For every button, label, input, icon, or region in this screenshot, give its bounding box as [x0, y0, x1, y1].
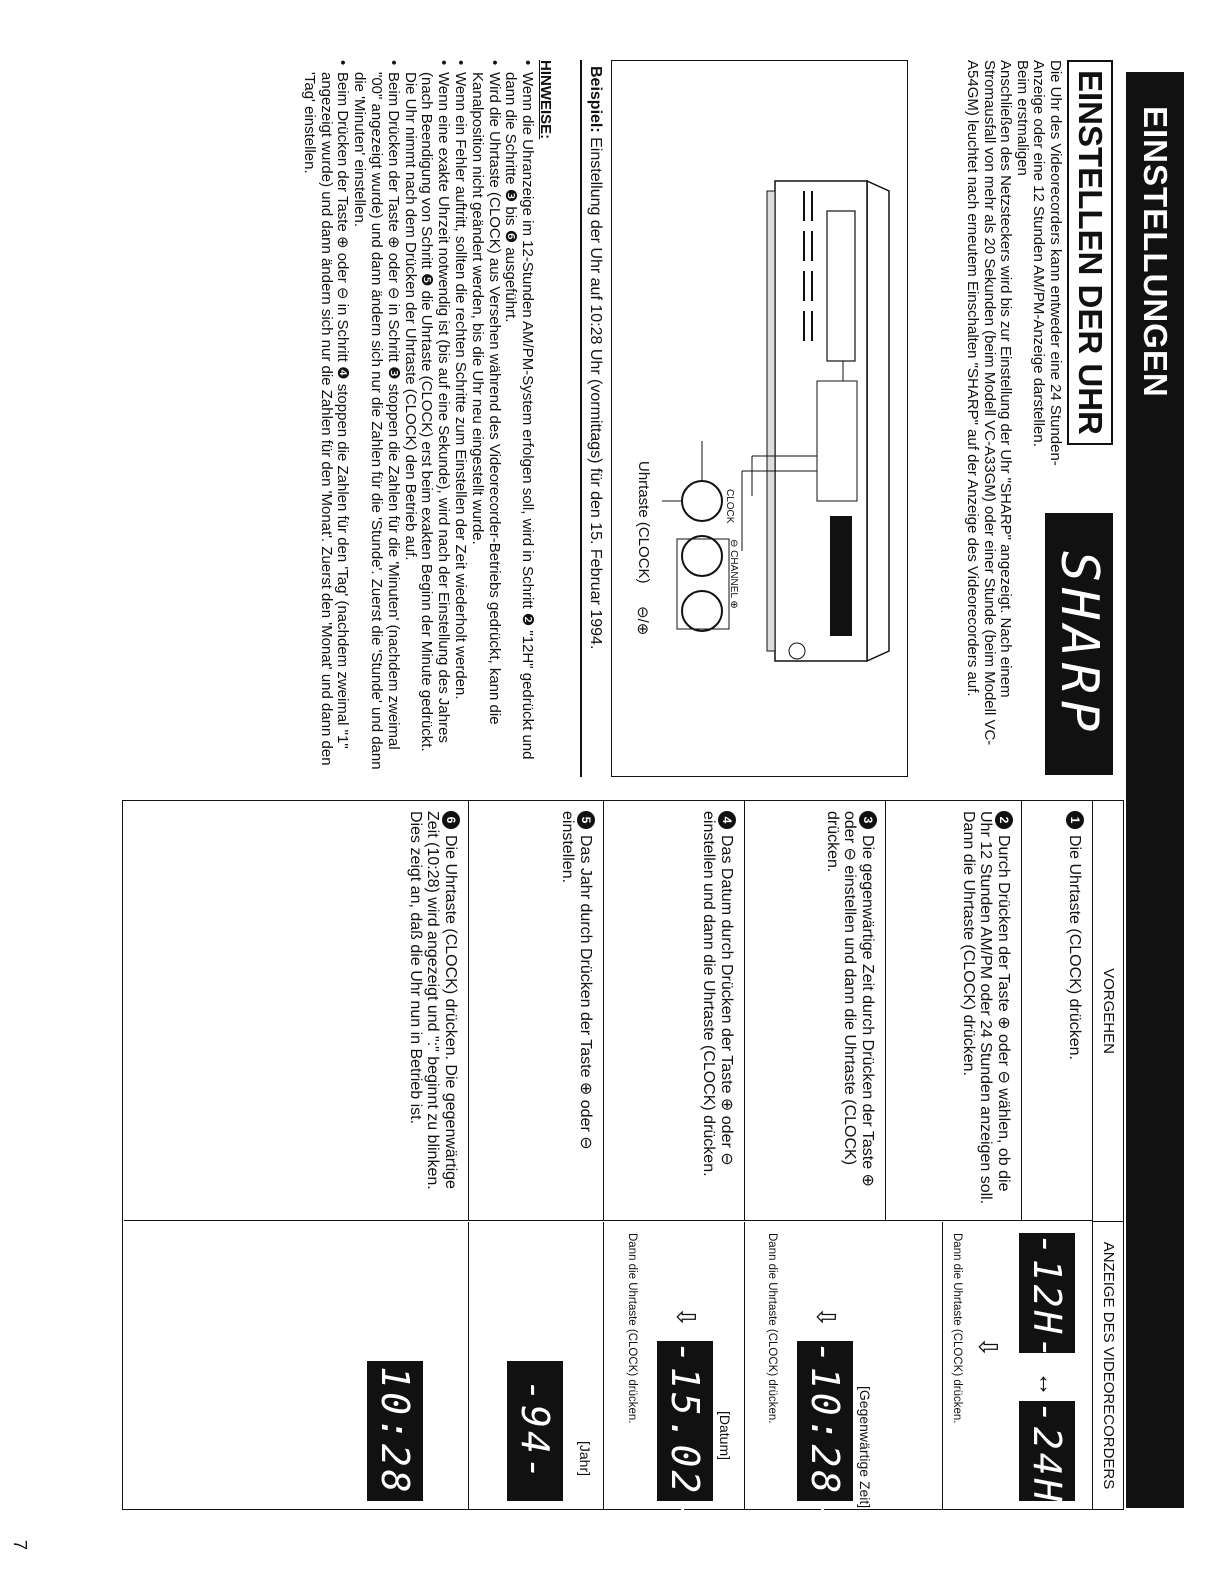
col-header-procedure: VORGEHEN [1092, 801, 1123, 1222]
procedure-table [122, 800, 1124, 1531]
row-divider [885, 801, 886, 1221]
down-arrow-icon: ⇩ [973, 1336, 1003, 1358]
step-row [469, 801, 603, 1221]
callout-plusminus: ⊖/⊕ [634, 606, 651, 636]
callout-clock: Uhrtaste (CLOCK) [635, 461, 652, 584]
display-12h: -12H- [1019, 1233, 1075, 1353]
step-number: 4 [718, 811, 736, 829]
step-row [745, 801, 885, 1221]
then-clock-text: Dann die Uhrtaste (CLOCK) drücken. [766, 1233, 778, 1424]
channel-label: ⊖ CHANNEL ⊕ [728, 539, 739, 609]
intro-text-a: Die Uhr des Videorecorders kann entweder eine 24 Stunden-Anzeige oder eine 12 Stunden AM/PM-Anzeige darstellen. Beim erstmaligen [1014, 60, 1064, 466]
label-current-time: [Gegenwärtige Zeit] [857, 1386, 873, 1509]
display-24h: -24H- [1019, 1401, 1075, 1501]
row-divider [468, 801, 469, 1221]
col-header-display: ANZEIGE DES VIDEORECORDERS [1092, 1222, 1123, 1509]
step-text: Das Jahr durch Drücken der Taste ⊕ oder ⊖ einstellen. [559, 811, 594, 1150]
page-number: 7 [10, 1540, 30, 1551]
step-row [604, 801, 744, 1221]
step-number: 1 [1066, 811, 1084, 829]
display-divider [744, 1222, 745, 1509]
step-text: Die gegenwärtige Zeit durch Drücken der Taste ⊕ oder ⊖ einstellen und dann die Uhrtaste (CLOCK) drücken. [824, 811, 876, 1187]
step-number: 6 [442, 811, 460, 829]
label-year: [Jahr] [577, 1441, 593, 1477]
display-divider [603, 1222, 604, 1509]
section-title: EINSTELLEN DER UHR [1067, 60, 1113, 445]
row-divider [603, 801, 604, 1221]
note-item: • Beim Drücken der Taste ⊕ oder ⊖ in Schritt ❹ stoppen die Zahlen für den 'Tag' (nachdem zweimal "1" angezeigt wurde) und dann ändern sich nur die Zahlen für den 'Monat'. Zuerst den 'Monat' und dann den 'Tag' einstellen. [300, 60, 350, 775]
then-clock-text: Dann die Uhrtaste (CLOCK) drücken. [951, 1233, 963, 1424]
step-row [1022, 801, 1092, 1221]
display-divider [942, 1222, 943, 1509]
banner-title: EINSTELLUNGEN [1137, 106, 1174, 398]
note-item: • Beim Drücken der Taste ⊕ oder ⊖ in Schritt ❸ stoppen die Zahlen für die 'Minuten' (nachdem zweimal "00" angezeigt wurde) und dann ändern sich nur die Zahlen für die 'Stunde'. Zuerst die 'Stunde' und dann die 'Minuten' einstellen. [350, 60, 400, 775]
step-number: 3 [859, 811, 877, 829]
note-item: • Wenn die Uhranzeige im 12-Stunden AM/PM-System erfolgen soll, wird in Schritt ❷ "12H" gedrückt und dann die Schritte ❸ bis ❻ ausgeführt. [502, 60, 536, 775]
example-box [580, 60, 605, 777]
sharp-display: SHARP [1045, 513, 1113, 775]
display-final-time: 10:28 [367, 1361, 423, 1501]
step-number: 5 [577, 811, 595, 829]
label-date: [Datum] [717, 1411, 733, 1461]
step-row [886, 801, 1021, 1221]
note-item: • Wenn ein Fehler auftritt, sollten die rechten Schritte zum Einstellen der Zeit wiederholt werden. [451, 60, 468, 775]
down-arrow-icon: ⇩ [811, 1306, 841, 1328]
row-divider [1021, 801, 1022, 1221]
display-time: -10:28- [797, 1341, 853, 1501]
row-divider [744, 801, 745, 1221]
clock-label: CLOCK [724, 489, 735, 524]
note-item: • Wenn eine exakte Uhrzeit notwendig ist (bis auf eine Sekunde), wird nach der Einstellung des Jahres (nach Beendigung von Schritt ❺ die Uhrtaste (CLOCK) erst beim exakten Beginn der Minute gedrückt. Die Uhr nimmt nach dem Drücken der Uhrtaste (CLOCK) den Betrieb auf. [401, 60, 451, 775]
intro-text-b: Anschließen des Netzsteckers wird bis zur Einstellung der Uhr "SHARP" angezeigt. Nach einem Stromausfall von mehr als 20 Sekunden (beim Modell VC-A33GM) oder einer Stunde (beim Modell VC-A54GM) leuchtet nach erneutem Einschalten "SHARP" auf der Anzeige des Videorecorders auf. [964, 60, 1015, 746]
notes-section [300, 60, 553, 775]
vcr-illustration [611, 60, 908, 777]
display-divider [468, 1222, 469, 1509]
double-arrow-icon: ↔ [1033, 1371, 1063, 1397]
example-label: Beispiel: [587, 66, 604, 133]
intro-section [964, 60, 1113, 775]
note-item: • Wird die Uhrtaste (CLOCK) aus Versehen während des Videorecorder-Betriebs gedrückt, kann die Kanalposition nicht geändert werden, bis die Uhr neu eingestellt wurde. [468, 60, 502, 775]
step-number: 2 [995, 811, 1013, 829]
step-text: Durch Drücken der Taste ⊕ oder ⊖ wählen, ob die Uhr 12 Stunden AM/PM oder 24 Stunden anzeigen soll. Dann die Uhrtaste (CLOCK) drücken. [960, 811, 1012, 1205]
example-text: Einstellung der Uhr auf 10:28 Uhr (vormittags) für den 15. Februar 1994. [587, 132, 604, 650]
display-year: -94- [507, 1361, 563, 1501]
step-text: Die Uhrtaste (CLOCK) drücken. [1066, 835, 1083, 1060]
down-arrow-icon: ⇩ [671, 1306, 701, 1328]
banner [1126, 72, 1184, 1508]
step-text: Die Uhrtaste (CLOCK) drücken. Die gegenwärtige Zeit (10:28) wird angezeigt und ":" beginnt zu blinken. Dies zeigt an, daß die Uhr nun in Betrieb ist. [407, 811, 459, 1190]
vcr-drawing [612, 61, 907, 776]
notes-title: HINWEISE: [537, 60, 554, 140]
display-date: -15.02- [657, 1341, 713, 1501]
then-clock-text: Dann die Uhrtaste (CLOCK) drücken. [626, 1233, 638, 1424]
step-text: Das Datum durch Drücken der Taste ⊕ oder ⊖ einstellen und dann die Uhrtaste (CLOCK) drücken. [700, 811, 735, 1177]
step-row [124, 801, 468, 1221]
